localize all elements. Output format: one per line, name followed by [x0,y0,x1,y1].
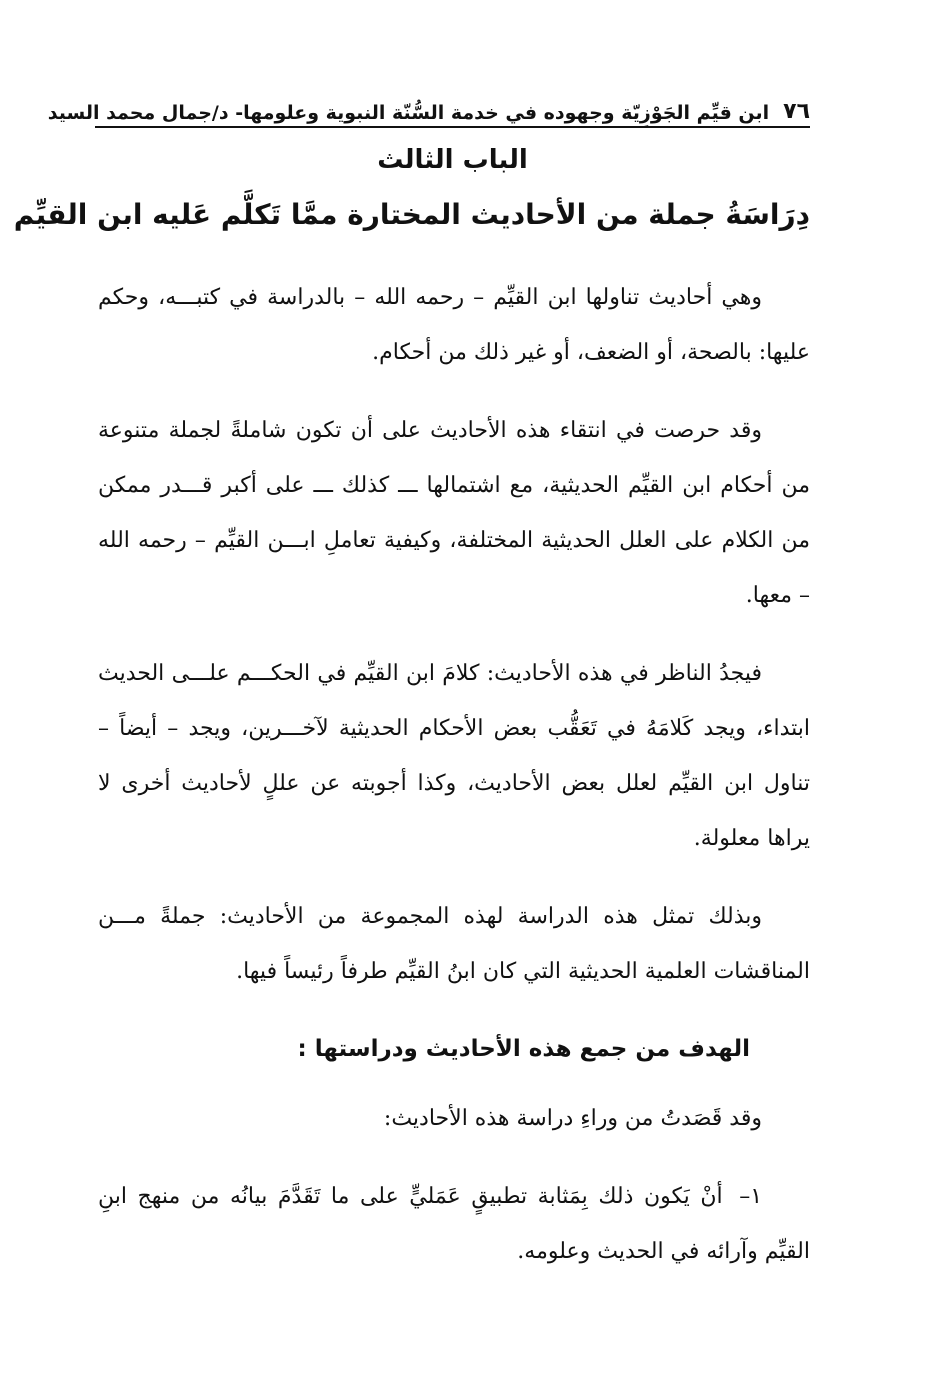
chapter-label: الباب الثالث [377,145,528,175]
body-paragraph: وقد حرصت في انتقاء هذه الأحاديث على أن تكون شاملةً لجملة متنوعة من أحكام ابن القيِّم الحديثية، مع اشتمالها ـــ كذلك ـــ على أكبر قـــدر ممكن من الكلام على العلل الحديثية المختلفة، وكيفية تعاملِ ابـــن القيِّم – رحمه الله – معها. [98,418,810,608]
header-divider [95,126,810,128]
page-number: ٧٦ [783,99,810,124]
list-item [98,1169,810,1279]
body-paragraph: وهي أحاديث تناولها ابن القيِّم – رحمه الله – بالدراسة في كتبـــه، وحكم عليها: بالصحة، أو الضعف، أو غير ذلك من أحكام. [98,285,810,365]
page-body [98,270,810,1279]
body-paragraph: فيجدُ الناظر في هذه الأحاديث: كلامَ ابن القيِّم في الحكـــم علـــى الحديث ابتداء، ويجد كَلامَهُ في تَعَقُّب بعض الأحكام الحديثية لآخـــرين، ويجد – أيضاً – تناول ابن القيِّم لعلل بعض الأحاديث، وكذا أجوبته عن عللٍ لأحاديث أخرى لا يراها معلولة. [98,661,810,851]
list-item-number: ١– [739,1184,763,1209]
running-title: ابن قيِّم الجَوْزِيّة وجهوده في خدمة السُّنّة النبوية وعلومها- د/جمال محمد السيد [47,102,770,124]
chapter-title: دِرَاسَةُ جملة من الأحاديث المختارة ممَّا تَكلَّم عَليه ابن القيِّم [13,198,810,231]
section-intro: وقد قَصَدتُ من وراءِ دراسة هذه الأحاديث: [383,1106,762,1131]
section-heading: الهدف من جمع هذه الأحاديث ودراستها : [297,1036,750,1062]
body-paragraph: وبذلك تمثل هذه الدراسة لهذه المجموعة من الأحاديث: جملةً مـــن المناقشات العلمية الحديثية التي كان ابنُ القيِّم طرفاً رئيساً فيها. [98,904,810,984]
list-item-text: أنْ يَكون ذلك بِمَثابة تطبيقٍ عَمَليٍّ على ما تَقَدَّمَ بيانُه من منهج ابنِ القيِّم وآرائه في الحديث وعلومه. [98,1184,810,1264]
running-header [47,88,810,124]
